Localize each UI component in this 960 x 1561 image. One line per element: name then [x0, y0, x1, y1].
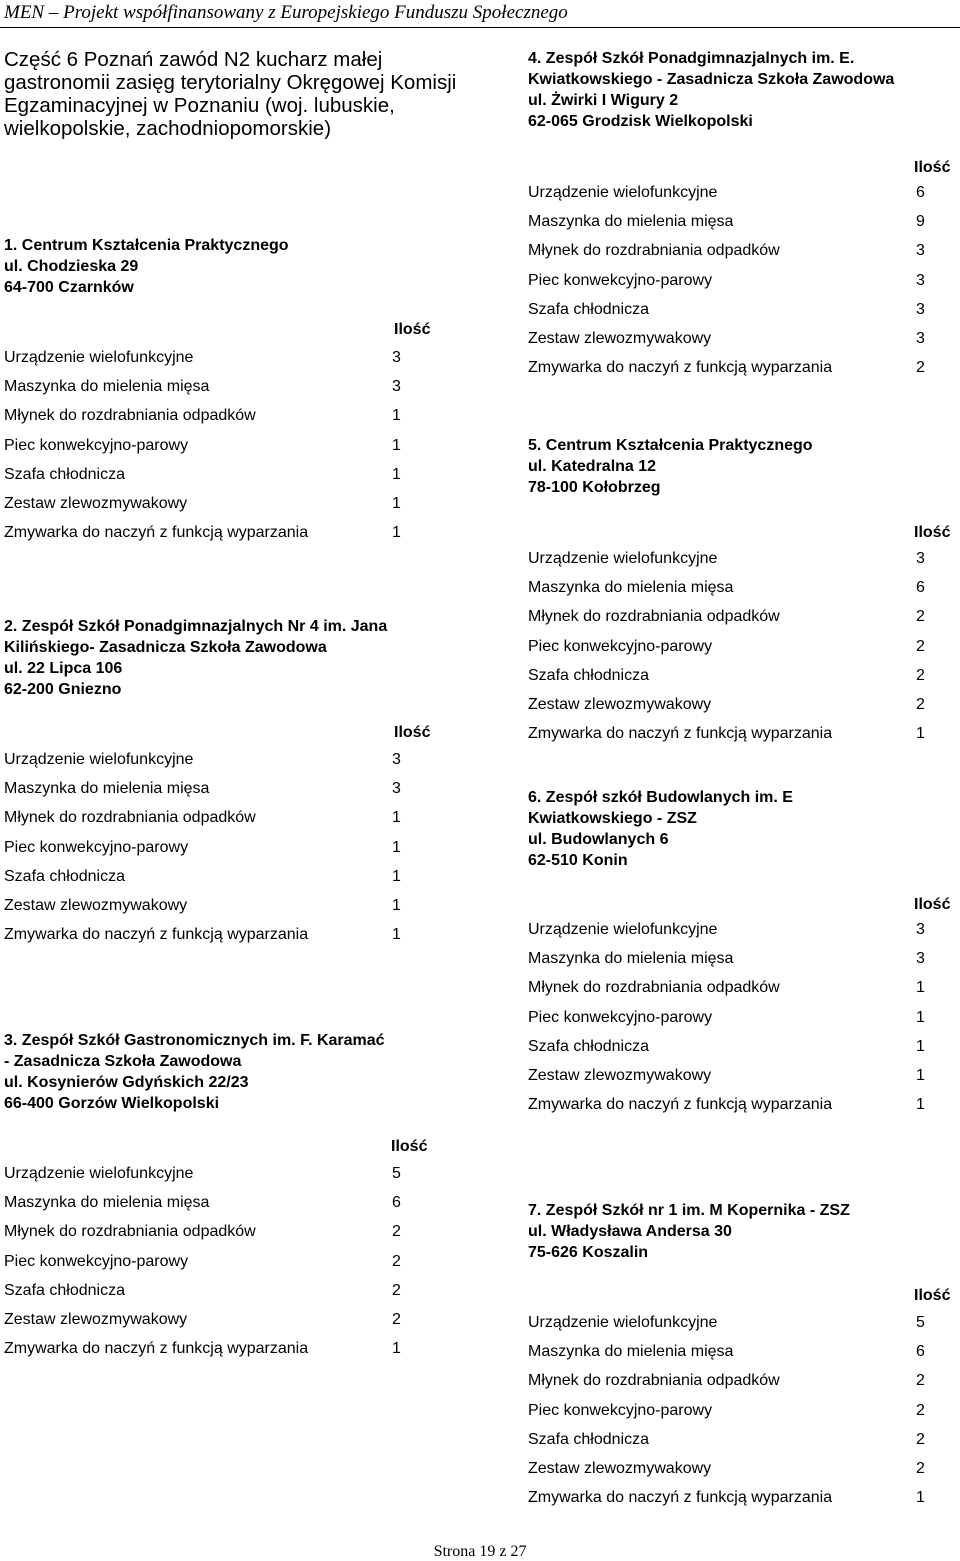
equipment-quantity: 1 — [392, 407, 401, 425]
equipment-name: Młynek do rozdrabniania odpadków — [4, 809, 256, 827]
address-line: 62-200 Gniezno — [4, 681, 122, 698]
equipment-row — [528, 1008, 958, 1037]
equipment-row — [528, 212, 958, 241]
equipment-quantity: 2 — [392, 1252, 401, 1270]
equipment-name: Urządzenie wielofunkcyjne — [528, 184, 718, 201]
equipment-row — [4, 838, 429, 867]
equipment-name: Maszynka do mielenia mięsa — [528, 213, 734, 231]
equipment-quantity: 3 — [392, 378, 401, 396]
equipment-name: Szafa chłodnicza — [4, 1281, 125, 1299]
equipment-row — [4, 406, 429, 435]
equipment-name: Zestaw zlewozmywakowy — [528, 1067, 712, 1084]
equipment-name: Zmywarka do naczyń z funkcją wyparzania — [528, 1096, 833, 1114]
equipment-quantity: 1 — [392, 465, 401, 483]
equipment-quantity: 1 — [392, 1340, 401, 1358]
equipment-quantity: 2 — [392, 1223, 401, 1241]
school-address — [528, 435, 958, 498]
equipment-row — [4, 465, 429, 494]
equipment-name: Młynek do rozdrabniania odpadków — [4, 407, 256, 425]
address-line: 1. Centrum Kształcenia Praktycznego — [4, 237, 289, 254]
equipment-name: Piec konwekcyjno-parowy — [4, 436, 189, 454]
equipment-name: Maszynka do mielenia mięsa — [4, 780, 210, 798]
school-section-5 — [528, 435, 958, 743]
equipment-name: Młynek do rozdrabniania odpadków — [528, 979, 780, 997]
equipment-quantity: 3 — [916, 300, 925, 318]
equipment-quantity: 1 — [916, 979, 925, 997]
equipment-quantity: 3 — [916, 921, 925, 938]
equipment-row — [528, 329, 958, 358]
equipment-quantity: 2 — [392, 1281, 401, 1299]
equipment-quantity: 1 — [392, 436, 401, 454]
school-address — [4, 616, 429, 700]
equipment-row — [528, 1313, 958, 1342]
address-line: ul. Kosynierów Gdyńskich 22/23 — [4, 1074, 249, 1091]
equipment-row — [528, 1095, 958, 1124]
equipment-quantity: 2 — [916, 608, 925, 626]
equipment-quantity: 1 — [916, 1096, 925, 1114]
equipment-name: Urządzenie wielofunkcyjne — [528, 1314, 718, 1331]
equipment-name: Szafa chłodnicza — [528, 666, 649, 684]
equipment-row — [528, 724, 958, 753]
equipment-row — [4, 1193, 429, 1222]
equipment-quantity: 3 — [916, 271, 925, 289]
equipment-name: Maszynka do mielenia mięsa — [528, 1343, 734, 1361]
school-section-3 — [4, 1030, 429, 1358]
equipment-name: Urządzenie wielofunkcyjne — [528, 550, 718, 567]
equipment-name: Zestaw zlewozmywakowy — [4, 897, 188, 914]
equipment-name: Piec konwekcyjno-parowy — [528, 1008, 713, 1026]
equipment-quantity: 2 — [916, 1372, 925, 1390]
address-line: 6. Zespół szkół Budowlanych im. E — [528, 789, 793, 806]
equipment-row — [528, 1488, 958, 1517]
equipment-quantity: 1 — [392, 524, 401, 542]
address-line: ul. Żwirki I Wigury 2 — [528, 92, 679, 109]
address-line: 78-100 Kołobrzeg — [528, 479, 661, 496]
equipment-quantity: 5 — [392, 1165, 401, 1182]
address-line: ul. 22 Lipca 106 — [4, 660, 123, 677]
equipment-quantity: 2 — [916, 666, 925, 684]
equipment-name: Zestaw zlewozmywakowy — [528, 330, 712, 347]
school-section-1 — [4, 235, 431, 542]
equipment-name: Maszynka do mielenia mięsa — [528, 579, 734, 597]
address-line: 64-700 Czarnków — [4, 279, 134, 296]
equipment-row — [4, 896, 429, 925]
equipment-name: Zmywarka do naczyń z funkcją wyparzania — [528, 359, 833, 377]
school-address — [528, 787, 958, 871]
equipment-name: Szafa chłodnicza — [4, 867, 125, 885]
school-section-7 — [528, 1200, 958, 1507]
equipment-row — [4, 1222, 429, 1251]
address-line: 4. Zespół Szkół Ponadgimnazjalnych im. E. — [528, 50, 855, 67]
equipment-name: Zestaw zlewozmywakowy — [4, 1311, 188, 1328]
equipment-quantity: 1 — [916, 1008, 925, 1026]
equipment-quantity: 3 — [916, 550, 925, 567]
equipment-name: Zmywarka do naczyń z funkcją wyparzania — [4, 1340, 309, 1358]
address-line: ul. Budowlanych 6 — [528, 831, 669, 848]
address-line: 2. Zespół Szkół Ponadgimnazjalnych Nr 4 im. Jana — [4, 618, 388, 635]
equipment-row — [4, 377, 429, 406]
equipment-quantity: 2 — [916, 1430, 925, 1448]
quantity-header: Ilość — [394, 724, 431, 741]
equipment-name: Maszynka do mielenia mięsa — [4, 378, 210, 396]
equipment-row — [528, 578, 958, 607]
equipment-quantity: 3 — [916, 950, 925, 968]
address-line: 62-510 Konin — [528, 852, 628, 869]
quantity-header: Ilość — [394, 321, 431, 338]
equipment-row — [528, 637, 958, 666]
address-line: Kwiatkowskiego - ZSZ — [528, 810, 697, 827]
equipment-row — [4, 808, 429, 837]
equipment-name: Zestaw zlewozmywakowy — [528, 1460, 712, 1477]
quantity-header: Ilość — [391, 1138, 428, 1155]
equipment-row — [528, 1037, 958, 1066]
equipment-name: Piec konwekcyjno-parowy — [528, 271, 713, 289]
school-section-2 — [4, 616, 431, 944]
equipment-quantity: 2 — [916, 359, 925, 377]
equipment-name: Młynek do rozdrabniania odpadków — [528, 608, 780, 626]
equipment-quantity: 2 — [916, 1460, 925, 1477]
quantity-header: Ilość — [914, 1287, 951, 1304]
equipment-row — [4, 494, 429, 523]
equipment-row — [4, 1164, 429, 1193]
equipment-row — [4, 1339, 429, 1368]
school-address — [528, 48, 958, 132]
equipment-row — [4, 436, 429, 465]
address-line: 66-400 Gorzów Wielkopolski — [4, 1095, 220, 1112]
equipment-quantity: 3 — [916, 242, 925, 260]
quantity-header: Ilość — [914, 896, 951, 913]
equipment-quantity: 1 — [392, 897, 401, 914]
equipment-row — [528, 358, 958, 387]
equipment-row — [528, 920, 958, 949]
address-line: ul. Katedralna 12 — [528, 458, 657, 475]
equipment-name: Zestaw zlewozmywakowy — [528, 696, 712, 713]
equipment-name: Maszynka do mielenia mięsa — [4, 1194, 210, 1212]
address-line: ul. Chodzieska 29 — [4, 258, 139, 275]
equipment-quantity: 1 — [392, 495, 401, 512]
equipment-row — [4, 925, 429, 954]
school-address — [4, 1030, 429, 1114]
equipment-name: Szafa chłodnicza — [528, 300, 649, 318]
header-divider — [0, 27, 960, 28]
address-line: Kwiatkowskiego - Zasadnicza Szkoła Zawodowa — [528, 71, 895, 88]
equipment-name: Zmywarka do naczyń z funkcją wyparzania — [4, 926, 309, 944]
equipment-name: Zestaw zlewozmywakowy — [4, 495, 188, 512]
school-section-4 — [528, 48, 958, 377]
equipment-row — [4, 1252, 429, 1281]
equipment-row — [528, 241, 958, 270]
equipment-name: Zmywarka do naczyń z funkcją wyparzania — [4, 524, 309, 542]
equipment-row — [528, 1459, 958, 1488]
equipment-row — [4, 1310, 429, 1339]
equipment-row — [4, 867, 429, 896]
equipment-name: Piec konwekcyjno-parowy — [528, 637, 713, 655]
school-address — [4, 235, 429, 298]
equipment-row — [528, 666, 958, 695]
equipment-row — [528, 183, 958, 212]
equipment-row — [528, 1401, 958, 1430]
equipment-quantity: 2 — [392, 1311, 401, 1328]
equipment-quantity: 2 — [916, 637, 925, 655]
equipment-quantity: 1 — [916, 725, 925, 743]
equipment-quantity: 1 — [392, 838, 401, 856]
equipment-quantity: 6 — [916, 579, 925, 597]
equipment-row — [528, 949, 958, 978]
equipment-row — [528, 978, 958, 1007]
equipment-row — [528, 549, 958, 578]
school-address — [528, 1200, 958, 1263]
equipment-quantity: 1 — [392, 926, 401, 944]
equipment-quantity: 1 — [916, 1067, 925, 1084]
equipment-row — [528, 1371, 958, 1400]
equipment-name: Zmywarka do naczyń z funkcją wyparzania — [528, 1489, 833, 1507]
equipment-quantity: 3 — [392, 751, 401, 768]
equipment-quantity: 3 — [392, 349, 401, 366]
equipment-quantity: 1 — [392, 809, 401, 827]
address-line: ul. Władysława Andersa 30 — [528, 1223, 732, 1240]
equipment-row — [4, 523, 429, 552]
equipment-quantity: 3 — [392, 780, 401, 798]
address-line: 5. Centrum Kształcenia Praktycznego — [528, 437, 813, 454]
equipment-quantity: 3 — [916, 330, 925, 347]
equipment-row — [528, 300, 958, 329]
equipment-name: Maszynka do mielenia mięsa — [528, 950, 734, 968]
equipment-row — [4, 1281, 429, 1310]
equipment-row — [528, 1430, 958, 1459]
equipment-row — [4, 779, 429, 808]
equipment-quantity: 1 — [392, 867, 401, 885]
equipment-row — [528, 607, 958, 636]
page-header: MEN – Projekt współfinansowany z Europejskiego Funduszu Społecznego — [4, 2, 568, 23]
address-line: - Zasadnicza Szkoła Zawodowa — [4, 1053, 242, 1070]
equipment-name: Urządzenie wielofunkcyjne — [528, 921, 718, 938]
equipment-name: Piec konwekcyjno-parowy — [528, 1401, 713, 1419]
equipment-name: Młynek do rozdrabniania odpadków — [528, 242, 780, 260]
equipment-quantity: 1 — [916, 1489, 925, 1507]
equipment-name: Piec konwekcyjno-parowy — [4, 838, 189, 856]
equipment-quantity: 1 — [916, 1037, 925, 1055]
document-title: Część 6 Poznań zawód N2 kucharz małej gastronomii zasięg terytorialny Okręgowej Komisji Egzaminacyjnej w Poznaniu (woj. lubuskie, wielkopolskie, zachodniopomorskie) — [4, 48, 457, 140]
address-line: 7. Zespół Szkół nr 1 im. M Kopernika - ZSZ — [528, 1202, 850, 1219]
equipment-name: Urządzenie wielofunkcyjne — [4, 1165, 194, 1182]
address-line: 75-626 Koszalin — [528, 1244, 649, 1261]
equipment-row — [4, 750, 429, 779]
equipment-quantity: 6 — [916, 1343, 925, 1361]
page-number: Strona 19 z 27 — [433, 1543, 527, 1560]
equipment-row — [528, 1066, 958, 1095]
equipment-name: Urządzenie wielofunkcyjne — [4, 751, 194, 768]
quantity-header: Ilość — [914, 524, 951, 541]
equipment-quantity: 2 — [916, 1401, 925, 1419]
equipment-row — [4, 348, 429, 377]
address-line: Kilińskiego- Zasadnicza Szkoła Zawodowa — [4, 639, 327, 656]
equipment-name: Młynek do rozdrabniania odpadków — [528, 1372, 780, 1390]
address-line: 62-065 Grodzisk Wielkopolski — [528, 113, 753, 130]
equipment-row — [528, 695, 958, 724]
address-line: 3. Zespół Szkół Gastronomicznych im. F. Karamać — [4, 1032, 385, 1049]
equipment-quantity: 9 — [916, 213, 925, 231]
equipment-row — [528, 271, 958, 300]
equipment-name: Urządzenie wielofunkcyjne — [4, 349, 194, 366]
equipment-quantity: 6 — [916, 184, 925, 201]
equipment-name: Młynek do rozdrabniania odpadków — [4, 1223, 256, 1241]
equipment-name: Szafa chłodnicza — [4, 465, 125, 483]
equipment-quantity: 2 — [916, 696, 925, 713]
equipment-quantity: 6 — [392, 1194, 401, 1212]
school-section-6 — [528, 787, 958, 1114]
quantity-header: Ilość — [914, 159, 951, 176]
equipment-row — [528, 1342, 958, 1371]
equipment-quantity: 5 — [916, 1314, 925, 1331]
equipment-name: Zmywarka do naczyń z funkcją wyparzania — [528, 725, 833, 743]
equipment-name: Szafa chłodnicza — [528, 1037, 649, 1055]
equipment-name: Szafa chłodnicza — [528, 1430, 649, 1448]
equipment-name: Piec konwekcyjno-parowy — [4, 1252, 189, 1270]
